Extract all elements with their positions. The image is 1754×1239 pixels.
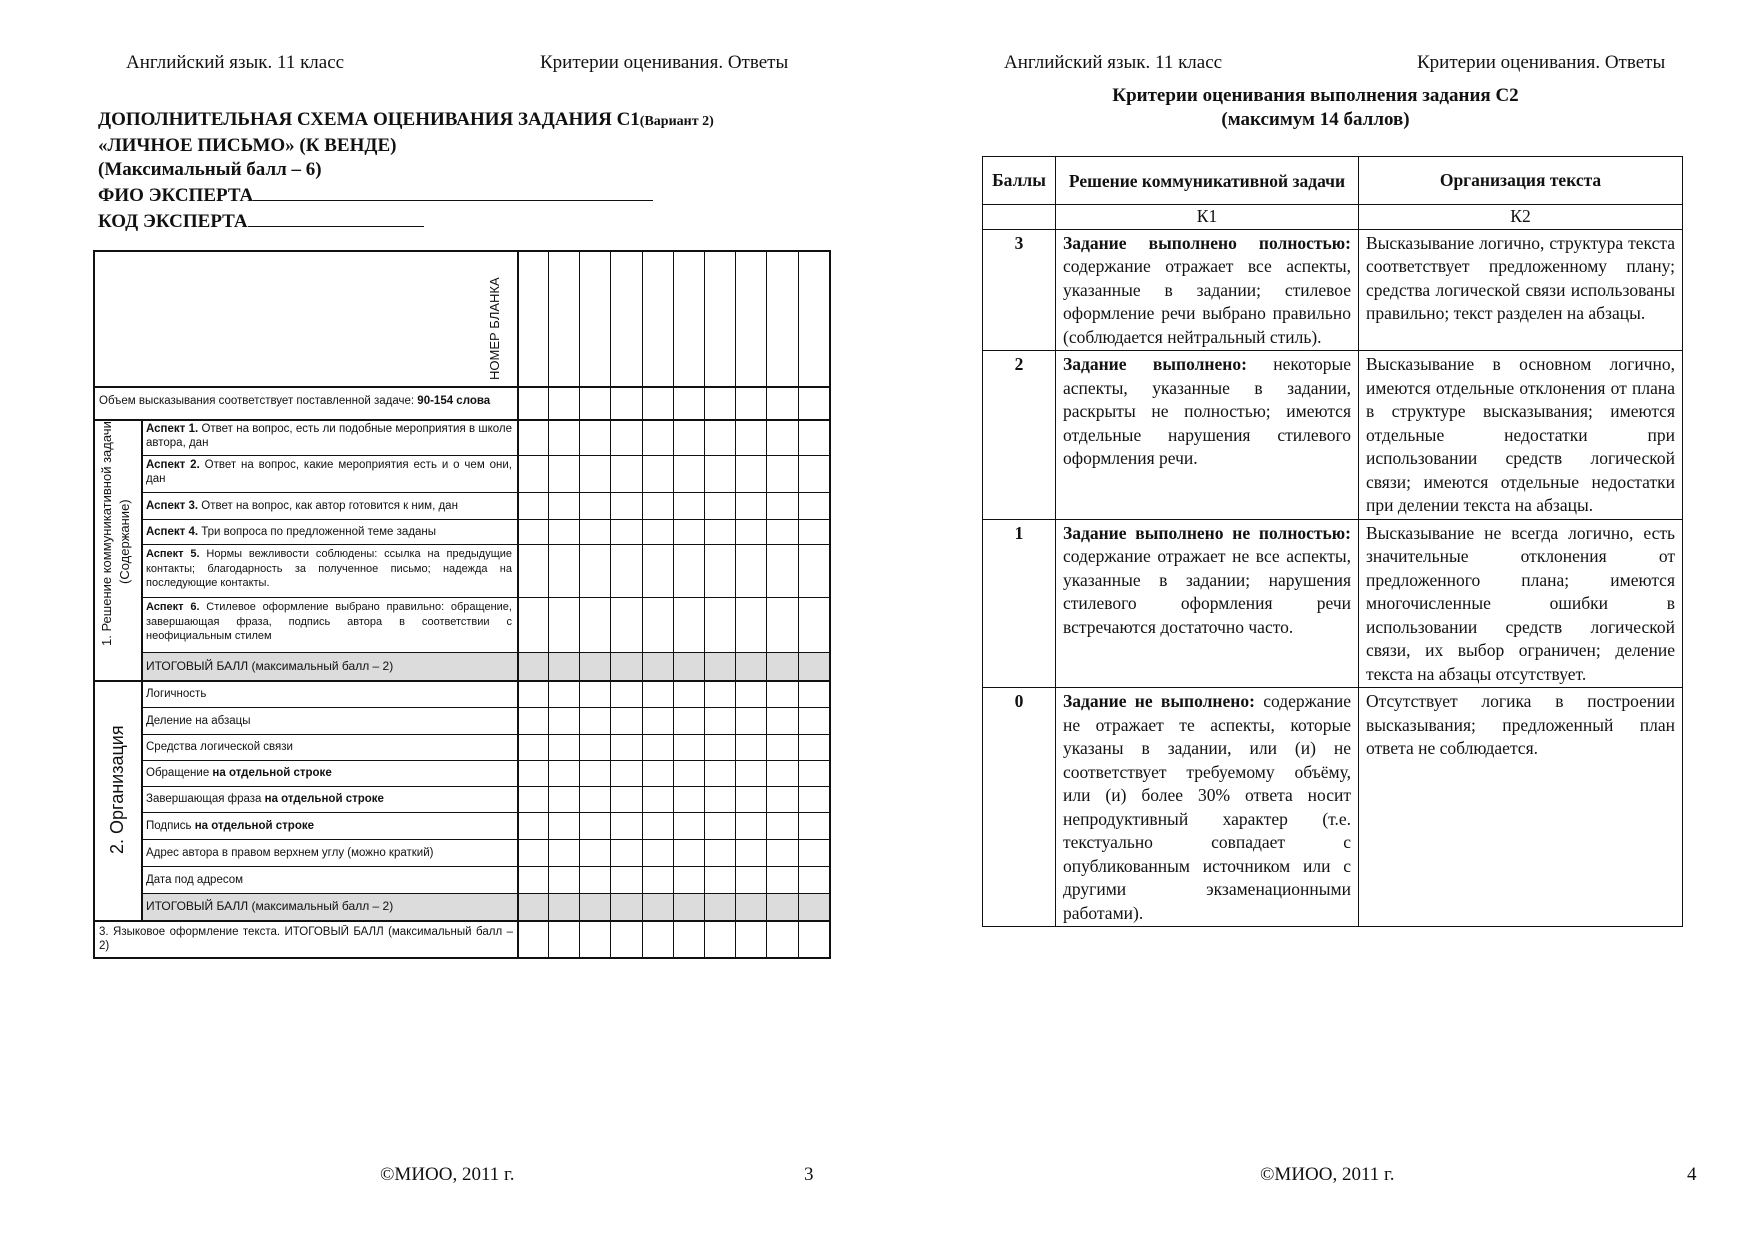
page-number: 3: [804, 1164, 814, 1185]
k1-code: К1: [1056, 205, 1359, 230]
org-row-signature: Подпись на отдельной строке: [146, 820, 315, 832]
k1-cell: Задание выполнено не полностью: содержание отражает не все аспекты, указанные в задании; нарушения стилевого оформления речи встречаются достаточно часто.: [1056, 519, 1359, 688]
org-row-paragraphs: Деление на абзацы: [146, 715, 251, 727]
aspect-row-5: Аспект 5. Нормы вежливости соблюдены: ссылка на предыдущие контакты; благодарность за полученное письмо; надежда на последующие контакты.: [146, 548, 512, 589]
c2-title-block: [877, 84, 1754, 132]
c2-criteria-table: [982, 156, 1683, 927]
c2-title: Критерии оценивания выполнения задания С2: [1112, 85, 1519, 106]
page-right: [877, 0, 1754, 1239]
section2-total-label: ИТОГОВЫЙ БАЛЛ (максимальный балл – 2): [146, 899, 394, 913]
aspect-row-3: Аспект 3. Ответ на вопрос, как автор готовится к ним, дан: [146, 500, 458, 512]
c1-title-block: [98, 108, 714, 234]
k1-cell: Задание выполнено: некоторые аспекты, указанные в задании, раскрыты не полностью; имеются отдельные нарушения стилевого оформления речи.: [1056, 351, 1359, 520]
table-header-row: [983, 157, 1683, 205]
footer-copyright: ©МИОО, 2011 г.: [1260, 1164, 1395, 1185]
header-section: Критерии оценивания. Ответы: [1417, 52, 1666, 73]
score-cell: 1: [983, 519, 1056, 688]
org-row-address: Адрес автора в правом верхнем углу (можно краткий): [146, 847, 434, 859]
k2-cell: Высказывание в основном логично, имеются отдельные отклонения от плана в структуре высказывания; имеются отдельные недостатки при использовании средств логической связи; имеются отдельные недостатки при делении текста на абзацы.: [1359, 351, 1683, 520]
header-section: Критерии оценивания. Ответы: [540, 52, 789, 73]
k2-code: К2: [1359, 205, 1683, 230]
score-cell: 0: [983, 688, 1056, 927]
aspect-row-4: Аспект 4. Три вопроса по предложенной теме заданы: [146, 526, 437, 538]
org-row-logic: Логичность: [146, 688, 207, 700]
table-code-row: [983, 205, 1683, 230]
section1-total-label: ИТОГОВЫЙ БАЛЛ (максимальный балл – 2): [146, 659, 394, 673]
volume-row-label: Объем высказывания соответствует поставленной задаче: 90-154 слова: [99, 395, 491, 407]
c1-max-score: (Максимальный балл – 6): [98, 159, 322, 180]
aspect-row-6: Аспект 6. Стилевое оформление выбрано правильно: обращение, завершающая фраза, подпись автора в соответствии с неофициальным стилем: [146, 601, 512, 642]
table-row: [983, 519, 1683, 688]
col-header-k2: Организация текста: [1359, 157, 1683, 205]
k2-cell: Отсутствует логика в построении высказывания; предложенный план ответа не соблюдается.: [1359, 688, 1683, 927]
c1-title: ДОПОЛНИТЕЛЬНАЯ СХЕМА ОЦЕНИВАНИЯ ЗАДАНИЯ С1(Вариант 2): [98, 109, 714, 130]
org-row-greeting: Обращение на отдельной строке: [146, 767, 332, 779]
section2-label: 2. Организация: [107, 725, 127, 854]
k1-cell: Задание выполнено полностью: содержание отражает все аспекты, указанные в задании; стилевое оформление речи выбрано правильно (соблюдается нейтральный стиль).: [1056, 229, 1359, 351]
c1-scoring-grid: [93, 250, 831, 959]
score-cell: 2: [983, 351, 1056, 520]
score-cell: 3: [983, 229, 1056, 351]
c2-max-score: (максимум 14 баллов): [1221, 109, 1410, 130]
variant-label: (Вариант 2): [639, 114, 714, 129]
expert-name-field[interactable]: ФИО ЭКСПЕРТА: [98, 182, 714, 208]
section1-label: 1. Решение коммуникативной задачи: [99, 421, 114, 646]
aspect-row-1: Аспект 1. Ответ на вопрос, есть ли подобные мероприятия в школе автора, дан: [146, 423, 512, 449]
col-header-k1: Решение коммуникативной задачи: [1056, 157, 1359, 205]
c1-subtitle: «ЛИЧНОЕ ПИСЬМО» (К ВЕНДЕ): [98, 135, 397, 156]
table-row: [983, 229, 1683, 351]
aspect-row-2: Аспект 2. Ответ на вопрос, какие мероприятия есть и о чем они, дан: [146, 459, 512, 485]
form-number-header: НОМЕР БЛАНКА: [487, 277, 502, 380]
table-row: [983, 688, 1683, 927]
section3-label: 3. Языковое оформление текста. ИТОГОВЫЙ БАЛЛ (максимальный балл – 2): [99, 926, 513, 952]
footer-copyright: ©МИОО, 2011 г.: [380, 1164, 515, 1185]
col-header-scores: Баллы: [983, 157, 1056, 205]
org-row-closing: Завершающая фраза на отдельной строке: [146, 793, 384, 805]
section1-sublabel: (Содержание): [117, 499, 132, 584]
org-row-linking: Средства логической связи: [146, 741, 293, 753]
k2-cell: Высказывание не всегда логично, есть значительные отклонения от предложенного плана; имеются многочисленные ошибки в использовании средств логической связи, их выбор ограничен; деление текста на абзацы отсутствует.: [1359, 519, 1683, 688]
header-subject: Английский язык. 11 класс: [126, 52, 345, 73]
page-number: 4: [1687, 1164, 1697, 1185]
table-row: [983, 351, 1683, 520]
expert-code-field[interactable]: КОД ЭКСПЕРТА: [98, 208, 714, 234]
org-row-date: Дата под адресом: [146, 874, 244, 886]
header-subject: Английский язык. 11 класс: [1004, 52, 1223, 73]
k2-cell: Высказывание логично, структура текста соответствует предложенному плану; средства логической связи использованы правильно; текст разделен на абзацы.: [1359, 229, 1683, 351]
k1-cell: Задание не выполнено: содержание не отражает те аспекты, которые указаны в задании, или (и) не соответствует требуемому объёму, или (и) более 30% ответа носит непродуктивный характер (т.е. текстуально совпадает с опубликованным источником или с другими экзаменационными работами).: [1056, 688, 1359, 927]
